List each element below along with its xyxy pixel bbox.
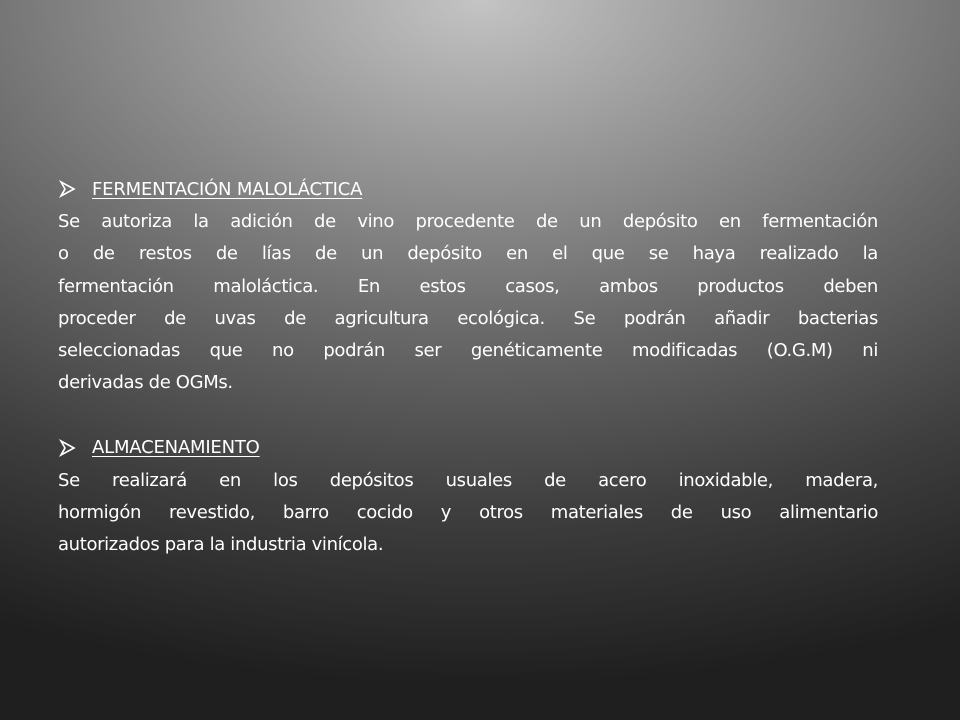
- paragraph-line: autorizados para la industria vinícola.: [58, 534, 384, 556]
- paragraph-line: o de restos de lías de un depósito en el que se haya realizado la: [58, 243, 878, 265]
- paragraph-line: derivadas de OGMs.: [58, 372, 233, 394]
- arrowhead-bullet-icon: [58, 438, 92, 458]
- paragraph-line: Se autoriza la adición de vino procedente de un depósito en fermentación: [58, 211, 878, 232]
- section-heading: [58, 431, 878, 465]
- section-fermentacion: [58, 172, 878, 400]
- section-almacenamiento: [58, 431, 878, 562]
- paragraph-line: seleccionadas que no podrán ser genéticamente modificadas (O.G.M) ni: [58, 340, 878, 362]
- paragraph-line: hormigón revestido, barro cocido y otros materiales de uso alimentario: [58, 502, 878, 524]
- paragraph-almacenamiento: [58, 465, 878, 562]
- paragraph-line: fermentación maloláctica. En estos casos, ambos productos deben: [58, 275, 878, 297]
- section-heading: [58, 172, 878, 206]
- arrowhead-bullet-icon: [58, 179, 92, 199]
- paragraph-line: proceder de uvas de agricultura ecológica. Se podrán añadir bacterias: [58, 307, 878, 329]
- paragraph-line: Se realizará en los depósitos usuales de acero inoxidable, madera,: [58, 469, 878, 491]
- paragraph-fermentacion: [58, 206, 878, 400]
- heading-fermentacion: FERMENTACIÓN MALOLÁCTICA: [92, 178, 363, 200]
- heading-almacenamiento: ALMACENAMIENTO: [92, 437, 260, 459]
- slide-content: [58, 172, 878, 562]
